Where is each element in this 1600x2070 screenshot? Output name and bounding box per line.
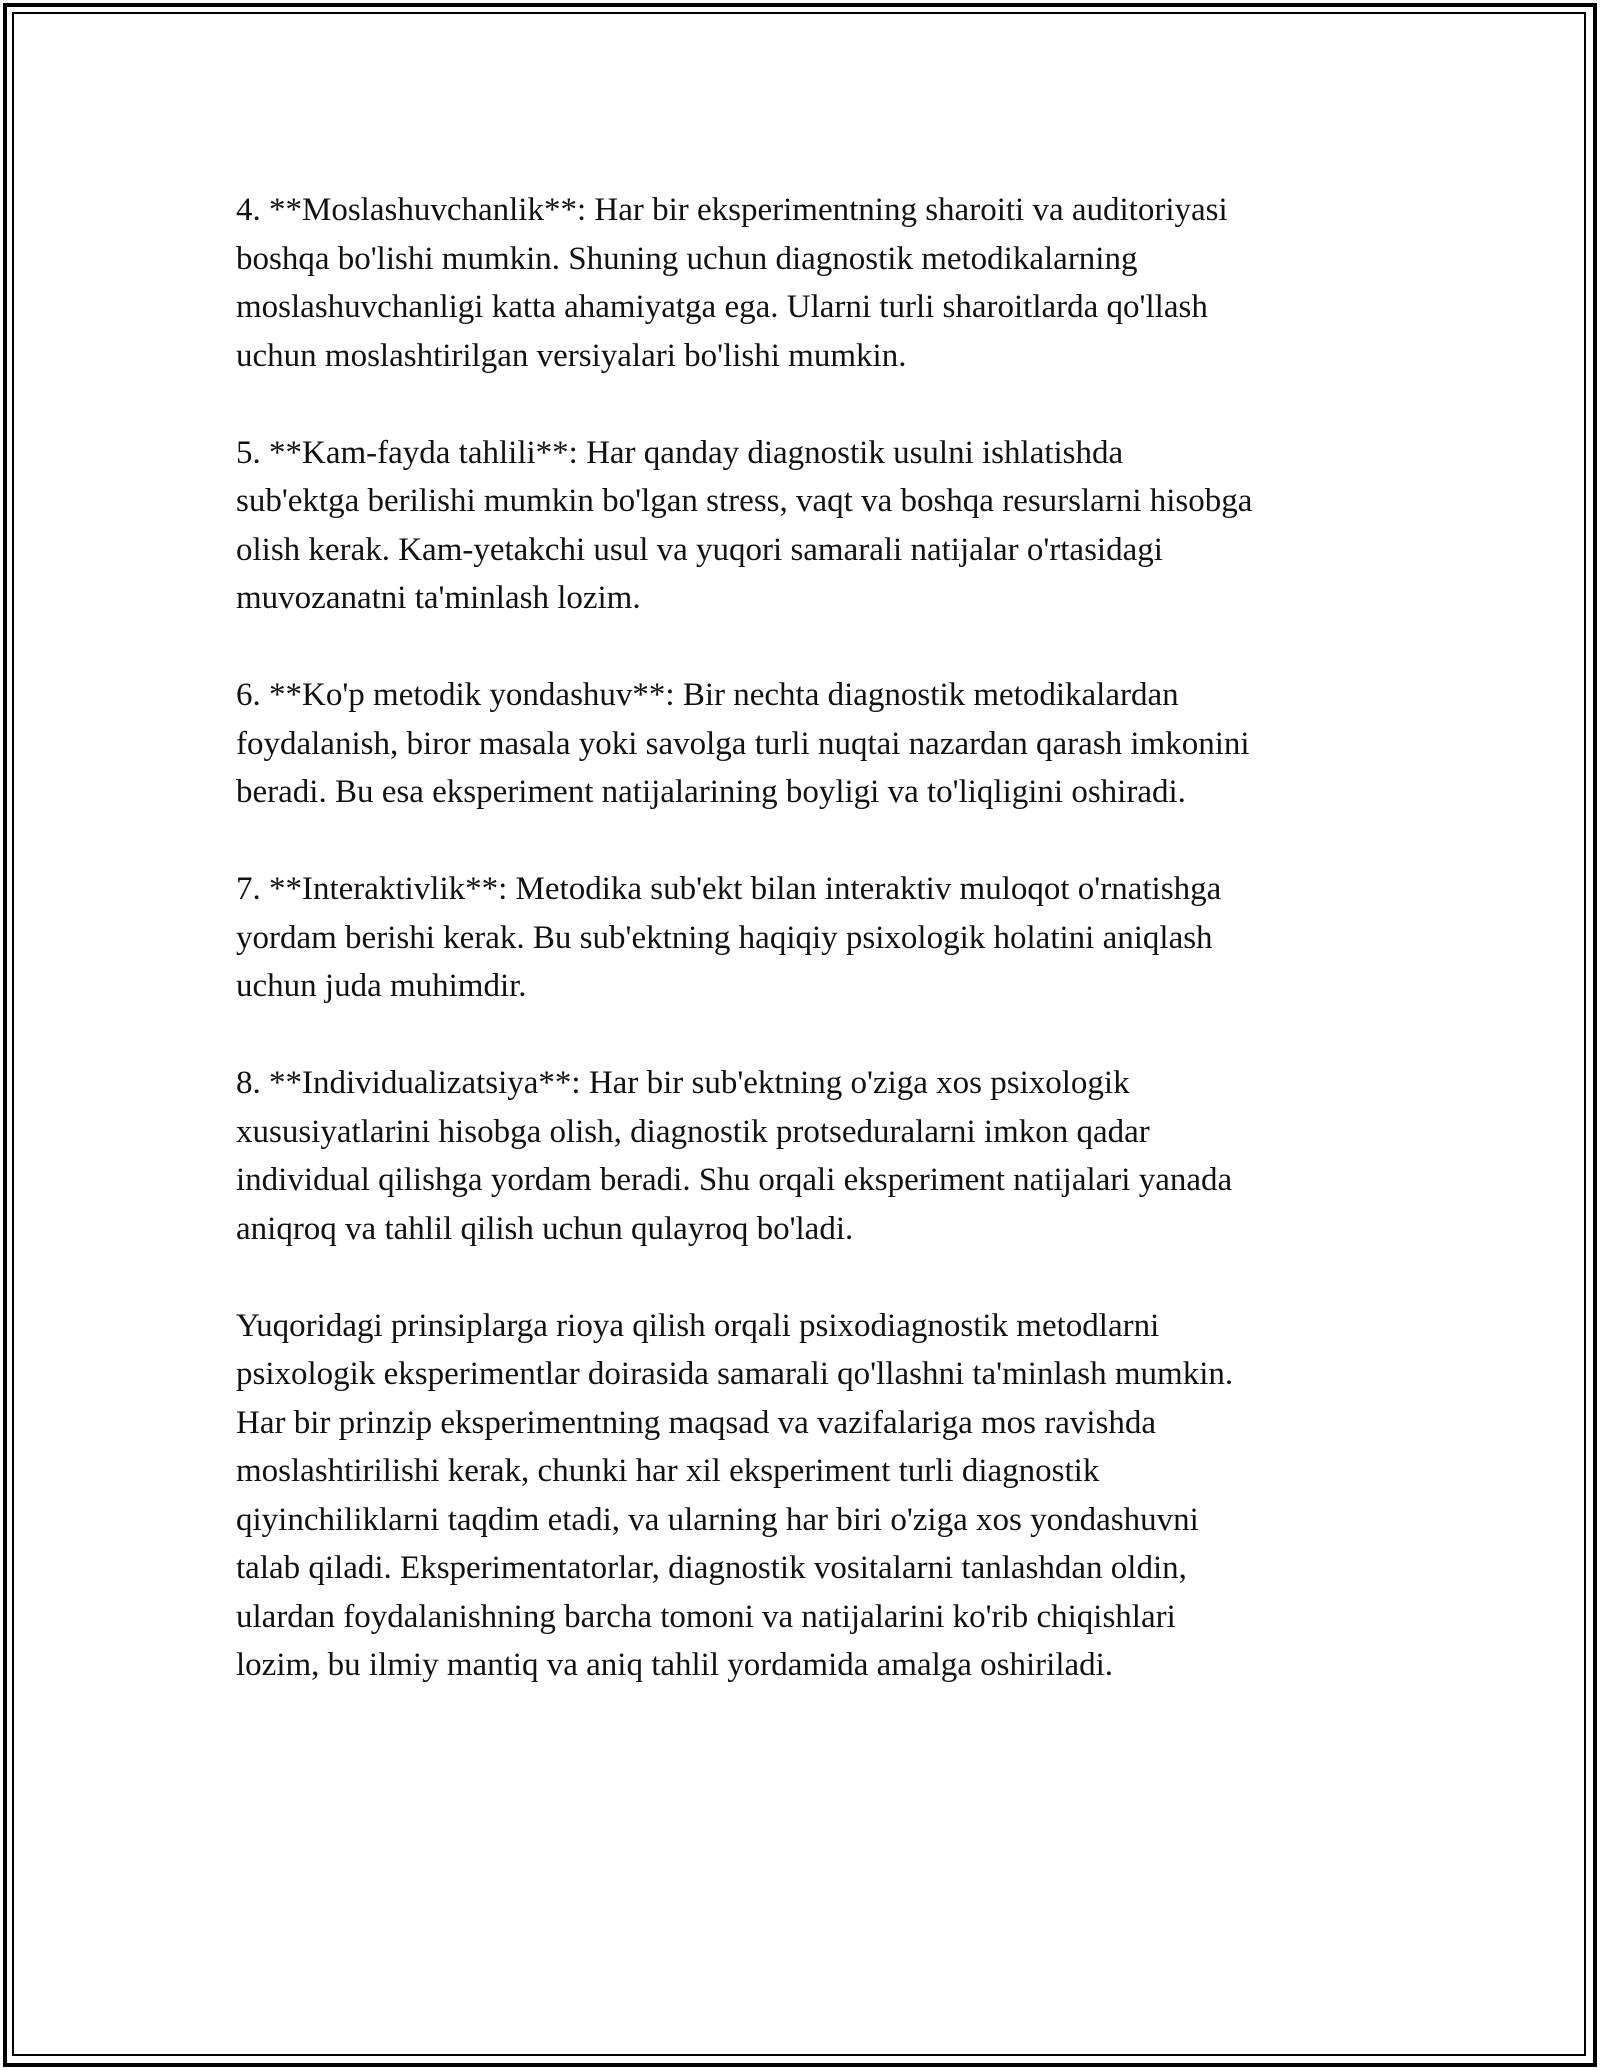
paragraph-individualizatsiya [236, 1059, 1396, 1253]
text-line: moslashuvchanligi katta ahamiyatga ega. Ularni turli sharoitlarda qo'llash [236, 289, 1208, 325]
text-line: sub'ektga berilishi mumkin bo'lgan stress, vaqt va boshqa resurslarni hisobga [236, 483, 1253, 519]
paragraph-kam-fayda-tahlili [236, 429, 1396, 623]
text-line: uchun moslashtirilgan versiyalari bo'lishi mumkin. [236, 337, 907, 374]
text-line: 6. **Ko'p metodik yondashuv**: Bir nechta diagnostik metodikalardan [236, 677, 1179, 713]
text-line: lozim, bu ilmiy mantiq va aniq tahlil yordamida amalga oshiriladi. [236, 1647, 1114, 1683]
text-line: Yuqoridagi prinsiplarga rioya qilish orqali psixodiagnostik metodlarni [236, 1307, 1160, 1344]
text-line: 5. **Kam-fayda tahlili**: Har qanday diagnostik usulni ishlatishda [236, 434, 1124, 471]
text-line: 8. **Individualizatsiya**: Har bir sub'ektning o'ziga xos psixologik [236, 1065, 1130, 1101]
text-line: Har bir prinzip eksperimentning maqsad va vazifalariga mos ravishda [236, 1404, 1157, 1441]
text-line: 7. **Interaktivlik**: Metodika sub'ekt bilan interaktiv muloqot o'rnatishga [236, 871, 1222, 907]
paragraph-moslashuvchanlik [236, 186, 1396, 380]
document-body [236, 186, 1396, 1690]
text-line: xususiyatlarini hisobga olish, diagnostik protseduralarni imkon qadar [236, 1113, 1150, 1150]
text-line: boshqa bo'lishi mumkin. Shuning uchun diagnostik metodikalarning [236, 240, 1138, 277]
text-line: yordam berishi kerak. Bu sub'ektning haqiqiy psixologik holatini aniqlash [236, 919, 1213, 956]
text-line: foydalanish, biror masala yoki savolga turli nuqtai nazardan qarash imkonini [236, 725, 1250, 762]
text-line: muvozanatni ta'minlash lozim. [236, 580, 641, 616]
text-line: psixologik eksperimentlar doirasida samarali qo'llashni ta'minlash mumkin. [236, 1356, 1234, 1392]
text-line: uchun juda muhimdir. [236, 968, 527, 1004]
paragraph-conclusion [236, 1302, 1396, 1690]
text-line: individual qilishga yordam beradi. Shu orqali eksperiment natijalari yanada [236, 1162, 1233, 1198]
text-line: beradi. Bu esa eksperiment natijalarining boyligi va to'liqligini oshiradi. [236, 774, 1186, 810]
text-line: aniqroq va tahlil qilish uchun qulayroq bo'ladi. [236, 1210, 854, 1247]
text-line: qiyinchiliklarni taqdim etadi, va ularning har biri o'ziga xos yondashuvni [236, 1501, 1199, 1538]
text-line: 4. **Moslashuvchanlik**: Har bir eksperimentning sharoiti va auditoriyasi [236, 192, 1228, 228]
text-line: ulardan foydalanishning barcha tomoni va natijalarini ko'rib chiqishlari [236, 1598, 1176, 1635]
paragraph-kop-metodik-yondashuv [236, 671, 1396, 817]
text-line: talab qiladi. Eksperimentatorlar, diagnostik vositalarni tanlashdan oldin, [236, 1550, 1187, 1586]
text-line: moslashtirilishi kerak, chunki har xil eksperiment turli diagnostik [236, 1453, 1100, 1489]
paragraph-interaktivlik [236, 865, 1396, 1011]
text-line: olish kerak. Kam-yetakchi usul va yuqori samarali natijalar o'rtasidagi [236, 531, 1163, 568]
